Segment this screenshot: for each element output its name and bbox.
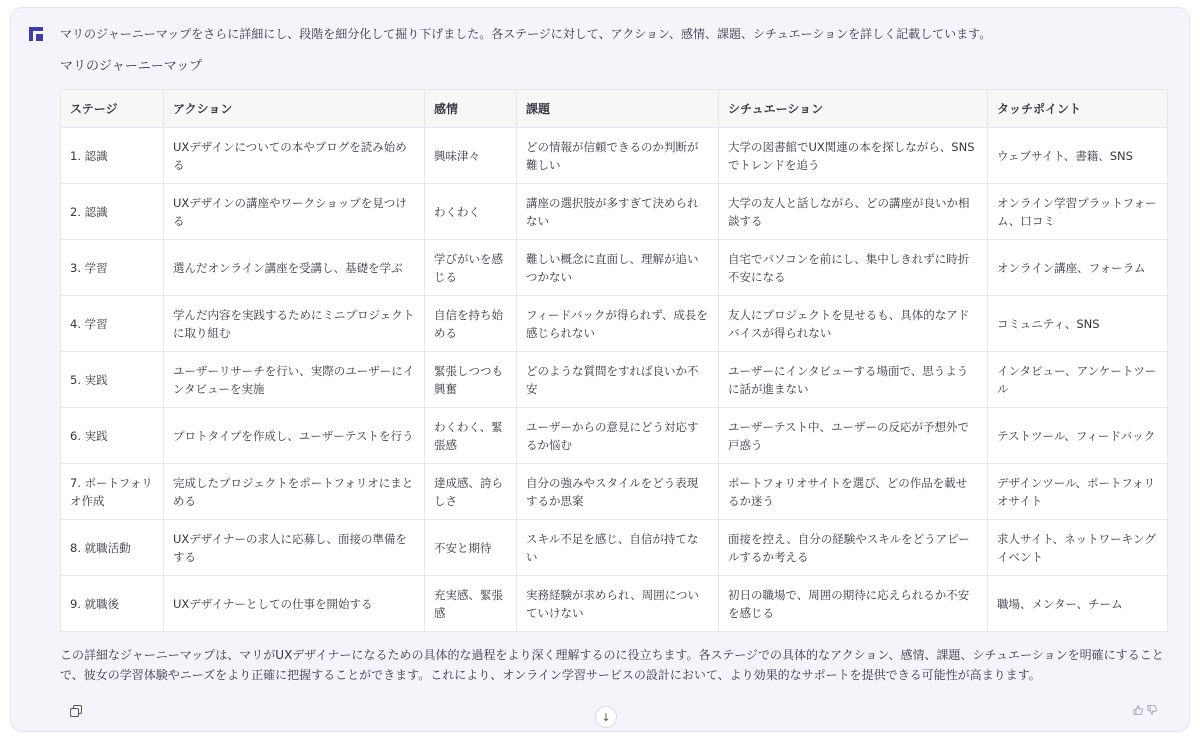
scroll-to-bottom-button[interactable]	[595, 706, 617, 728]
cell-stage: 6. 実践	[61, 408, 164, 464]
cell-issue: どのような質問をすれば良いか不安	[517, 352, 719, 408]
column-header-issue: 課題	[517, 90, 719, 128]
column-header-action: アクション	[164, 90, 425, 128]
cell-action: UXデザイナーとしての仕事を開始する	[164, 576, 425, 632]
table-row	[61, 520, 1168, 576]
column-header-emotion: 感情	[425, 90, 517, 128]
cell-action: ユーザーリサーチを行い、実際のユーザーにインタビューを実施	[164, 352, 425, 408]
cell-emotion: わくわく	[425, 184, 517, 240]
cell-situation: ポートフォリオサイトを選び、どの作品を載せるか迷う	[719, 464, 988, 520]
table-row	[61, 128, 1168, 184]
copy-icon	[70, 702, 82, 721]
cell-action: UXデザインについての本やブログを読み始める	[164, 128, 425, 184]
cell-emotion: 緊張しつつも興奮	[425, 352, 517, 408]
message-intro: マリのジャーニーマップをさらに詳細にし、段階を細分化して掘り下げました。各ステージに対して、アクション、感情、課題、シチュエーションを詳しく記載しています。	[60, 27, 992, 41]
table-row	[61, 408, 1168, 464]
cell-emotion: 不安と期待	[425, 520, 517, 576]
cell-issue: ユーザーからの意見にどう対応するか悩む	[517, 408, 719, 464]
cell-stage: 2. 認識	[61, 184, 164, 240]
cell-situation: 自宅でパソコンを前にし、集中しきれずに時折不安になる	[719, 240, 988, 296]
column-header-situation: シチュエーション	[719, 90, 988, 128]
cell-situation: 面接を控え、自分の経験やスキルをどうアピールするか考える	[719, 520, 988, 576]
table-row	[61, 464, 1168, 520]
table-row	[61, 240, 1168, 296]
table-row	[61, 576, 1168, 632]
column-header-touchpoint: タッチポイント	[988, 90, 1168, 128]
cell-stage: 7. ポートフォリオ作成	[61, 464, 164, 520]
cell-stage: 3. 学習	[61, 240, 164, 296]
cell-action: プロトタイプを作成し、ユーザーテストを行う	[164, 408, 425, 464]
cell-issue: スキル不足を感じ、自信が持てない	[517, 520, 719, 576]
cell-touchpoint: コミュニティ、SNS	[988, 296, 1168, 352]
column-header-stage: ステージ	[61, 90, 164, 128]
cell-situation: 友人にプロジェクトを見せるも、具体的なアドバイスが得られない	[719, 296, 988, 352]
cell-action: 選んだオンライン講座を受講し、基礎を学ぶ	[164, 240, 425, 296]
cell-issue: フィードバックが得られず、成長を感じられない	[517, 296, 719, 352]
table-row	[61, 184, 1168, 240]
cell-situation: 大学の図書館でUX関連の本を探しながら、SNSでトレンドを追う	[719, 128, 988, 184]
cell-touchpoint: インタビュー、アンケートツール	[988, 352, 1168, 408]
cell-emotion: 学びがいを感じる	[425, 240, 517, 296]
journey-map-heading: マリのジャーニーマップ	[60, 59, 203, 74]
assistant-logo-icon	[29, 26, 43, 40]
cell-issue: どの情報が信頼できるのか判断が難しい	[517, 128, 719, 184]
cell-action: UXデザインの講座やワークショップを見つける	[164, 184, 425, 240]
table-row	[61, 296, 1168, 352]
cell-stage: 5. 実践	[61, 352, 164, 408]
cell-touchpoint: オンライン講座、フォーラム	[988, 240, 1168, 296]
cell-touchpoint: 求人サイト、ネットワーキングイベント	[988, 520, 1168, 576]
journey-map-table	[60, 89, 1168, 632]
thumbs-up-icon[interactable]	[1133, 705, 1143, 715]
cell-touchpoint: デザインツール、ポートフォリオサイト	[988, 464, 1168, 520]
cell-action: 完成したプロジェクトをポートフォリオにまとめる	[164, 464, 425, 520]
cell-situation: 大学の友人と話しながら、どの講座が良いか相談する	[719, 184, 988, 240]
cell-stage: 1. 認識	[61, 128, 164, 184]
cell-touchpoint: オンライン学習プラットフォーム、口コミ	[988, 184, 1168, 240]
thumbs-down-icon[interactable]	[1147, 705, 1157, 715]
cell-emotion: 自信を持ち始める	[425, 296, 517, 352]
cell-emotion: わくわく、緊張感	[425, 408, 517, 464]
cell-emotion: 興味津々	[425, 128, 517, 184]
feedback-buttons	[1133, 705, 1157, 715]
cell-touchpoint: 職場、メンター、チーム	[988, 576, 1168, 632]
cell-emotion: 達成感、誇らしさ	[425, 464, 517, 520]
arrow-down-icon: ↓	[601, 710, 611, 724]
cell-stage: 4. 学習	[61, 296, 164, 352]
cell-action: UXデザイナーの求人に応募し、面接の準備をする	[164, 520, 425, 576]
cell-situation: ユーザーにインタビューする場面で、思うように話が進まない	[719, 352, 988, 408]
cell-touchpoint: テストツール、フィードバック	[988, 408, 1168, 464]
copy-button[interactable]	[66, 701, 86, 721]
cell-action: 学んだ内容を実践するためにミニプロジェクトに取り組む	[164, 296, 425, 352]
table-header-row	[61, 90, 1168, 128]
table-row	[61, 352, 1168, 408]
cell-issue: 講座の選択肢が多すぎて決められない	[517, 184, 719, 240]
cell-stage: 8. 就職活動	[61, 520, 164, 576]
cell-emotion: 充実感、緊張感	[425, 576, 517, 632]
assistant-message-card	[10, 7, 1190, 732]
cell-situation: ユーザーテスト中、ユーザーの反応が予想外で戸惑う	[719, 408, 988, 464]
message-conclusion: この詳細なジャーニーマップは、マリがUXデザイナーになるための具体的な過程をより深く理解するのに役立ちます。各ステージでの具体的なアクション、感情、課題、シチュエーションを明確にすることで、彼女の学習体験やニーズをより正確に把握することができます。これにより、オンライン学習サービスの設計において、より効果的なサポートを提供できる可能性が高まります。	[60, 648, 1164, 682]
cell-stage: 9. 就職後	[61, 576, 164, 632]
cell-situation: 初日の職場で、周囲の期待に応えられるか不安を感じる	[719, 576, 988, 632]
cell-issue: 難しい概念に直面し、理解が追いつかない	[517, 240, 719, 296]
cell-issue: 実務経験が求められ、周囲についていけない	[517, 576, 719, 632]
cell-touchpoint: ウェブサイト、書籍、SNS	[988, 128, 1168, 184]
cell-issue: 自分の強みやスタイルをどう表現するか思案	[517, 464, 719, 520]
